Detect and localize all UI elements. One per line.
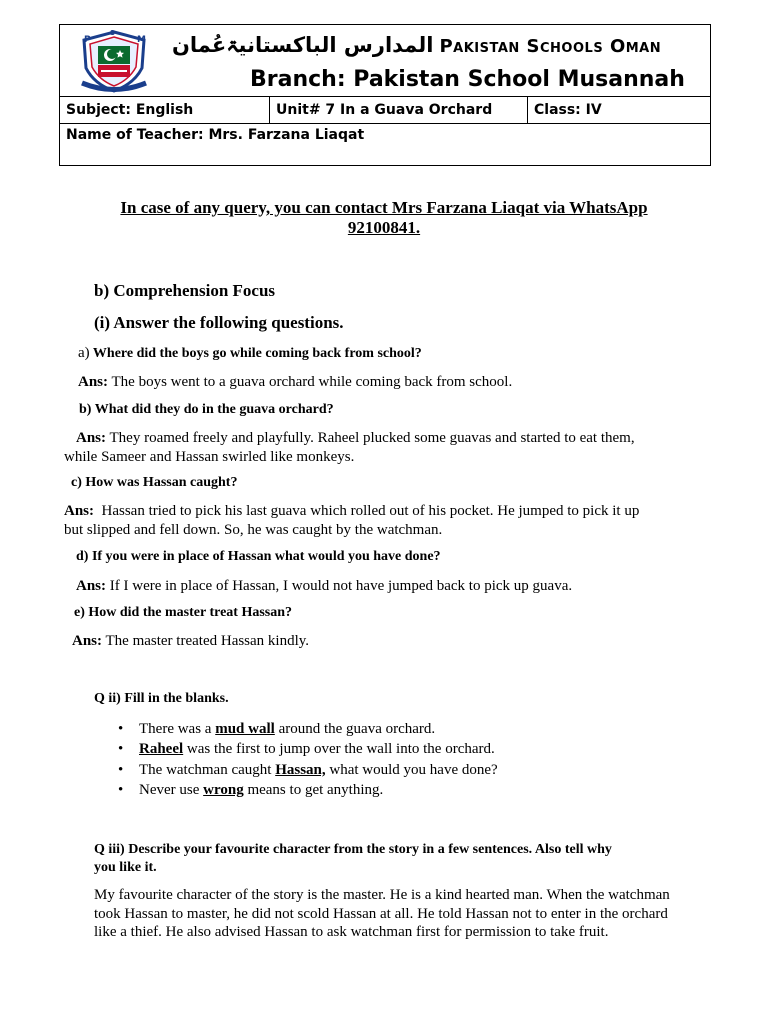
unit-cell: Unit# 7 In a Guava Orchard — [270, 97, 528, 124]
ans-label: Ans: — [76, 430, 107, 446]
question-e: e) How did the master treat Hassan? — [74, 605, 293, 620]
answer-c — [64, 502, 704, 539]
logo-letter-m: M — [137, 35, 146, 45]
branch-title: Branch: Pakistan School Musannah — [250, 67, 685, 92]
answer-a — [78, 373, 512, 392]
describe-answer — [94, 886, 670, 942]
contact-notice — [60, 198, 708, 238]
school-name — [172, 33, 707, 63]
answer-d — [76, 577, 572, 596]
notice-line-2: 92100841. — [347, 218, 421, 237]
describe-question-line-1: Q iii) Describe your favourite character from the story in a few sentences. Also tell why — [94, 842, 612, 857]
header-title-row — [60, 25, 710, 97]
header-box — [59, 24, 711, 166]
school-name-english: Pakistan Schools Oman — [439, 36, 662, 57]
bullet-icon: • — [118, 781, 124, 798]
answer-b-line-2: while Sameer and Hassan swirled like monkeys. — [64, 448, 355, 465]
notice-line-1: In case of any query, you can contact Mrs Farzana Liaqat via WhatsApp — [120, 198, 648, 217]
question-b: b) What did they do in the guava orchard? — [79, 402, 334, 417]
bullet-icon: • — [118, 741, 124, 758]
logo-letter-s: S — [110, 29, 116, 37]
blank-answer: wrong — [203, 781, 244, 798]
school-logo — [74, 28, 154, 94]
logo-letter-p: P — [84, 35, 91, 45]
teacher-name: Name of Teacher: Mrs. Farzana Liaqat — [66, 127, 365, 143]
ans-label: Ans: — [78, 374, 109, 390]
school-name-arabic: المدارس الباکستانیۃعُمان — [172, 33, 434, 57]
answer-d-text: If I were in place of Hassan, I would not have jumped back to pick up guava. — [109, 578, 573, 594]
answer-e — [72, 632, 309, 651]
question-c: c) How was Hassan caught? — [71, 475, 238, 490]
ans-label: Ans: — [64, 503, 95, 519]
ans-label: Ans: — [72, 633, 103, 649]
blank-answer: Raheel — [139, 741, 184, 758]
bullet-icon: • — [118, 721, 124, 737]
fill-blanks-title: Q ii) Fill in the blanks. — [94, 691, 229, 706]
subject-cell: Subject: English — [60, 97, 270, 124]
section-heading-answer-questions: (i) Answer the following questions. — [94, 313, 344, 332]
blank-answer: Hassan, — [275, 761, 326, 778]
question-a-text: Where did the boys go while coming back from school? — [92, 346, 422, 361]
describe-answer-line-3: like a thief. He also advised Hassan to ask watchman first for permission to take fruit. — [94, 924, 609, 940]
header-info-row — [60, 97, 710, 124]
blank-answer: mud wall — [215, 721, 275, 737]
answer-c-line-2: but slipped and fell down. So, he was caught by the watchman. — [64, 521, 443, 538]
question-a-prefix: a) — [78, 345, 90, 361]
section-heading-comprehension: b) Comprehension Focus — [94, 281, 276, 300]
answer-b-line-1: Ans: They roamed freely and playfully. Raheel plucked some guavas and started to eat them, — [76, 430, 635, 446]
describe-question-line-2: you like it. — [94, 860, 157, 875]
ans-label: Ans: — [76, 578, 107, 594]
answer-a-text: The boys went to a guava orchard while coming back from school. — [111, 374, 513, 390]
describe-answer-line-1: My favourite character of the story is the master. He is a kind hearted man. When the watchman — [94, 887, 670, 903]
question-a — [78, 345, 422, 362]
describe-answer-line-2: took Hassan to master, he did not scold Hassan at all. He told Hassan not to enter in the orchard — [94, 905, 668, 922]
describe-question — [94, 841, 612, 877]
bullet-icon: • — [118, 761, 124, 778]
class-cell: Class: IV — [534, 102, 602, 118]
answer-c-line-1: Ans: Hassan tried to pick his last guava which rolled out of his pocket. He jumped to pick it up — [64, 503, 640, 519]
answer-e-text: The master treated Hassan kindly. — [105, 633, 310, 649]
answer-b — [64, 429, 704, 466]
question-d: d) If you were in place of Hassan what would you have done? — [76, 549, 441, 564]
